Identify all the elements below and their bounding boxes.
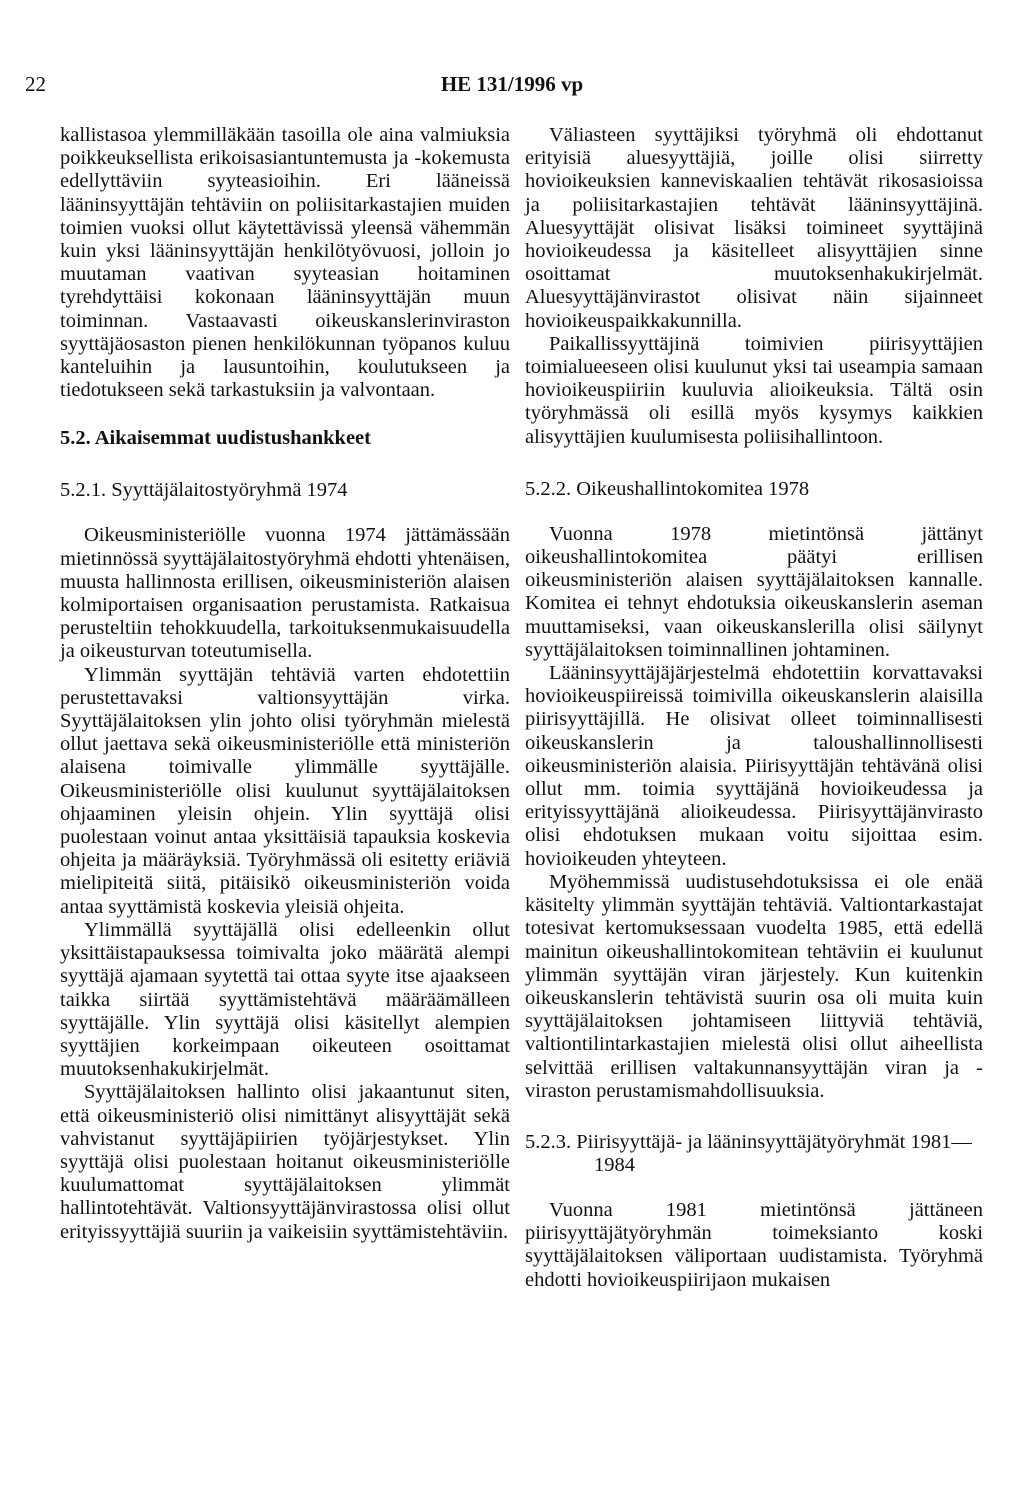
paragraph: Lääninsyyttäjäjärjestelmä ehdotettiin korvattavaksi hovioikeuspiireissä toimivilla oikeuskanslerin alaisilla piirisyyttäjillä. He olisivat olleet toiminnallisesti oikeuskanslerin ja taloushallinnollisesti oikeusministeriön alaisia. Piirisyyttäjän tehtävänä olisi ollut mm. toimia syyttäjänä hovioikeudessa ja erityissyyttäjänä alioikeudessa. Piirisyyttäjänvirasto olisi ehdotuksen mukaan voitu sijoittaa esim. hovioikeuden yhteyteen. [525, 662, 983, 870]
subsection-heading: 5.2.1. Syyttäjälaitostyöryhmä 1974 [60, 479, 348, 502]
paragraph: Ylimmän syyttäjän tehtäviä varten ehdotettiin perustettavaksi valtionsyyttäjän virka. Syyttäjälaitoksen ylin johto olisi työryhmän mielestä ollut jaettava sekä oikeusministeriölle että ministeriön alaisena toimivalle ylimmälle syyttäjälle. Oikeusministeriölle olisi kuulunut syyttäjälaitoksen ohjaaminen yleisin ohjein. Ylin syyttäjä olisi puolestaan voinut antaa yksittäisiä tapauksia koskevia ohjeita ja määräyksiä. Työryhmässä oli esitetty eriäviä mielipiteitä siitä, pitäisikö oikeusministeriön voida antaa syyttämistä koskevia yleisiä ohjeita. [60, 663, 510, 918]
paragraph: Vuonna 1978 mietintönsä jättänyt oikeushallintokomitea päätyi erillisen oikeusministeriön alaisen syyttäjälaitoksen kannalle. Komitea ei tehnyt ehdotuksia oikeuskanslerin aseman muuttamiseksi, vaan oikeuskanslerilla olisi säilynyt syyttäjälaitoksen toiminnallinen johtaminen. [525, 522, 983, 661]
left-column [60, 124, 510, 1244]
paragraph: Väliasteen syyttäjiksi työryhmä oli ehdottanut erityisiä aluesyyttäjiä, joille olisi siirretty hovioikeuksien kanneviskaalien tehtävät rikosasioissa ja poliisitarkastajien tehtävät lääninsyyttäjinä. Aluesyyttäjät olisivat lisäksi toimineet syyttäjinä hovioikeudessa ja käsitelleet alisyyttäjien sinne osoittamat muutoksenhakukirjelmät. Aluesyyttäjänvirastot olisivat näin sijainneet hovioikeuspaikkakunnilla. [525, 124, 983, 332]
right-column [525, 124, 983, 1292]
section-heading: 5.2. Aikaisemmat uudistushankkeet [60, 427, 371, 450]
paragraph: Oikeusministeriölle vuonna 1974 jättämässään mietinnössä syyttäjälaitostyöryhmä ehdotti yhtenäisen, muusta hallinnosta erillisen, oikeusministeriön alaisen kolmiportaisen organisaation perustamista. Ratkaisua perusteltiin tehokkuudella, tarkoituksenmukaisuudella ja oikeusturvan toteutumisella. [60, 524, 510, 663]
paragraph: Myöhemmissä uudistusehdotuksissa ei ole enää käsitelty ylimmän syyttäjän tehtäviä. Valtiontarkastajat totesivat kertomuksessaan vuodelta 1985, että edellä mainitun oikeushallintokomitean tehtäviin ei kuulunut ylimmän syyttäjän viran järjestely. Kun kuitenkin oikeuskanslerin tehtävistä suurin osa oli muita kuin syyttäjälaitoksen johtamiseen liittyviä tehtäviä, valtiontilintarkastajien mielestä olisi ollut aiheellista selvittää erillisen valtakunnansyyttäjän viran ja -viraston perustamismahdollisuuksia. [525, 870, 983, 1102]
subsection-heading: 5.2.2. Oikeushallintokomitea 1978 [525, 477, 810, 500]
paragraph: Paikallissyyttäjinä toimivien piirisyyttäjien toimialueeseen olisi kuulunut yksi tai useampia samaan hovioikeuspiiriin kuuluvia alioikeuksia. Tältä osin työryhmässä oli esillä myös kysymys kaikkien alisyyttäjien kuulumisesta poliisihallintoon. [525, 332, 983, 448]
page-number: 22 [25, 72, 46, 96]
paragraph: Vuonna 1981 mietintönsä jättäneen piirisyyttäjätyöryhmän toimeksianto koski syyttäjälaitoksen väliportaan uudistamista. Työryhmä ehdotti hovioikeuspiirijaon mukaisen [525, 1198, 983, 1291]
running-title: HE 131/1996 vp [440, 72, 584, 96]
paragraph: kallistasoa ylemmilläkään tasoilla ole aina valmiuksia poikkeuksellista erikoisasiantuntemusta ja -kokemusta edellyttäviin syyteasioihin. Eri lääneissä lääninsyyttäjän tehtäviin on poliisitarkastajien muiden toimien vuoksi ollut käytettävissä yleensä vähemmän kuin yksi lääninsyyttäjän henkilötyövuosi, jolloin jo muutaman vaativan syyteasian hoitaminen tyrehdyttäisi kokonaan lääninsyyttäjän muun toiminnan. Vastaavasti oikeuskanslerinviraston syyttäjäosaston pienen henkilökunnan työpanos kuluu kanteluihin ja lausuntoihin, koulutukseen ja tiedotukseen sekä tarkastuksiin ja valvontaan. [60, 124, 510, 402]
paragraph: Syyttäjälaitoksen hallinto olisi jakaantunut siten, että oikeusministeriö olisi nimittänyt alisyyttäjät sekä vahvistanut syyttäjäpiirien työjärjestykset. Ylin syyttäjä olisi puolestaan hoitanut oikeusministeriölle kuulumattomat syyttäjälaitoksen ylimmät hallintotehtävät. Valtionsyyttäjänvirastossa olisi ollut erityissyyttäjiä suuriin ja vaikeisiin syyttämistehtäviin. [60, 1081, 510, 1243]
subsection-heading: 5.2.3. Piirisyyttäjä- ja lääninsyyttäjätyöryhmät 1981—1984 [525, 1130, 972, 1176]
paragraph: Ylimmällä syyttäjällä olisi edelleenkin ollut yksittäistapauksessa toimivalta joko määrätä alempi syyttäjä ajamaan syytettä tai ottaa syyte itse ajaakseen taikka siirtää syyttämistehtävä määräämälleen syyttäjälle. Ylin syyttäjä olisi käsitellyt alempien syyttäjien korkeimpaan oikeuteen osoittamat muutoksenhakukirjelmät. [60, 918, 510, 1081]
